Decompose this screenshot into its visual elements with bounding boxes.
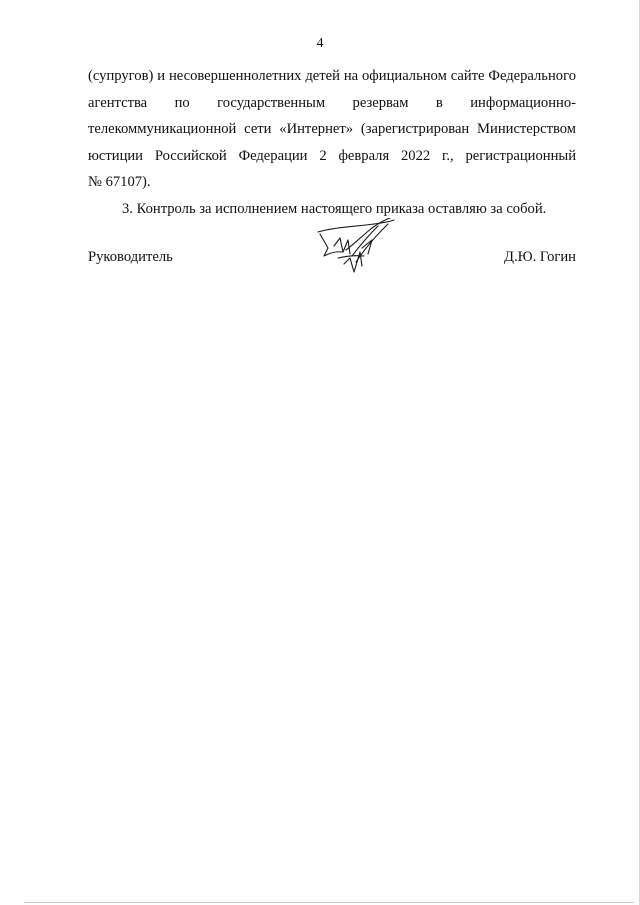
- paragraph-continuation: [88, 63, 576, 196]
- paragraph-line: юстиции Российской Федерации 2 февраля 2022 г., регистрационный: [88, 147, 576, 164]
- paragraph-line: агентства по государственным резервам в информационно-: [88, 94, 576, 111]
- signer-name: Д.Ю. Гогин: [504, 249, 576, 265]
- paragraph-line: № 67107).: [88, 174, 151, 191]
- handwritten-signature: [316, 218, 400, 282]
- page-number: 4: [316, 36, 324, 51]
- paragraph-item-3: 3. Контроль за исполнением настоящего приказа оставляю за собой.: [122, 200, 547, 217]
- signer-position: Руководитель: [88, 249, 173, 265]
- document-body: [88, 63, 576, 223]
- paragraph-line: телекоммуникационной сети «Интернет» (зарегистрирован Министерством: [88, 121, 576, 138]
- paragraph-line: (супругов) и несовершеннолетних детей на официальном сайте Федерального: [88, 68, 576, 84]
- scan-edge-bottom: [24, 902, 634, 903]
- signature-block: [88, 246, 576, 276]
